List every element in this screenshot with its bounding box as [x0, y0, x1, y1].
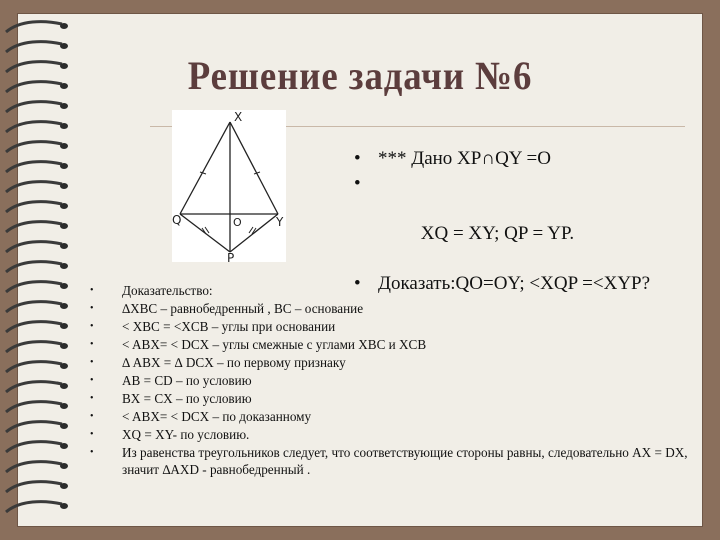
- spiral-ring: [6, 422, 62, 432]
- bullet: •: [90, 429, 94, 440]
- proof-text: < XBC = <XCB – углы при основании: [122, 319, 336, 334]
- proof-item: [90, 408, 690, 426]
- binding-hole: [60, 263, 68, 269]
- spiral-ring: [6, 462, 62, 472]
- spiral-ring: [6, 302, 62, 312]
- proof-text: < ABX= < DCX – углы смежные с углами XBC и XCB: [122, 337, 427, 352]
- spiral-ring: [6, 162, 62, 172]
- spiral-ring: [6, 222, 62, 232]
- geometry-diagram: [172, 110, 286, 262]
- given-text: Доказать:QO=OY; <XQP =<XYP?: [378, 273, 651, 294]
- proof-text: XQ = XY- по условию.: [122, 427, 250, 442]
- spiral-ring: [6, 362, 62, 372]
- bullet: •: [354, 273, 361, 294]
- binding-hole: [60, 183, 68, 189]
- bullet: •: [90, 411, 94, 422]
- proof-item: [90, 444, 690, 478]
- proof-item: [90, 318, 690, 336]
- spiral-ring: [6, 442, 62, 452]
- spiral-ring: [6, 102, 62, 112]
- binding-hole: [60, 443, 68, 449]
- binding-hole: [60, 143, 68, 149]
- given-item: [350, 171, 700, 271]
- spiral-ring: [6, 482, 62, 492]
- spiral-ring: [6, 402, 62, 412]
- bullet: •: [90, 357, 94, 368]
- spiral-ring: [6, 182, 62, 192]
- bullet: •: [354, 173, 361, 194]
- spiral-ring: [6, 122, 62, 132]
- given-text: *** Дано XP∩QY =O: [378, 148, 551, 169]
- binding-hole: [60, 303, 68, 309]
- bullet: •: [90, 447, 94, 458]
- binding-hole: [60, 283, 68, 289]
- bullet: •: [90, 321, 94, 332]
- binding-hole: [60, 383, 68, 389]
- label-o: O: [233, 216, 242, 229]
- bullet: •: [354, 148, 361, 169]
- label-x: X: [234, 110, 243, 124]
- spiral-ring: [6, 242, 62, 252]
- proof-item: [90, 426, 690, 444]
- slide-title: Решение задачи №6: [187, 53, 533, 98]
- proof-item: [90, 300, 690, 318]
- proof-text: BX = CX – по условию: [122, 391, 252, 406]
- bullet: •: [90, 303, 94, 314]
- proof-text: < ABX= < DCX – по доказанному: [122, 409, 312, 424]
- proof-text: ∆ ABX = ∆ DCX – по первому признаку: [122, 355, 346, 370]
- bullet: •: [90, 375, 94, 386]
- binding-hole: [60, 103, 68, 109]
- binding-hole: [60, 503, 68, 509]
- proof-text: Доказательство:: [122, 283, 213, 298]
- spiral-ring: [6, 22, 62, 32]
- spiral-ring: [6, 262, 62, 272]
- proof-text: Из равенства треугольников следует, что соответствующие стороны равны, следовательно AX = DX, значит ∆AXD - равнобедренный .: [122, 445, 688, 477]
- spiral-ring: [6, 142, 62, 152]
- binding-hole: [60, 123, 68, 129]
- binding-hole: [60, 23, 68, 29]
- binding-hole: [60, 243, 68, 249]
- spiral-ring: [6, 42, 62, 52]
- binding-hole: [60, 203, 68, 209]
- binding-hole: [60, 403, 68, 409]
- proof-text: ∆XBC – равнобедренный , BC – основание: [122, 301, 364, 316]
- bullet: •: [90, 393, 94, 404]
- spiral-ring: [6, 282, 62, 292]
- spiral-ring: [6, 202, 62, 212]
- binding-hole: [60, 43, 68, 49]
- binding-hole: [60, 163, 68, 169]
- binding-hole: [60, 323, 68, 329]
- binding-hole: [60, 463, 68, 469]
- binding-hole: [60, 343, 68, 349]
- proof-item: [90, 336, 690, 354]
- spiral-ring: [6, 502, 62, 512]
- spiral-ring: [6, 342, 62, 352]
- label-p: P: [227, 251, 235, 262]
- proof-text: AB = CD – по условию: [122, 373, 252, 388]
- binding-hole: [60, 363, 68, 369]
- bullet: •: [90, 339, 94, 350]
- proof-item: [90, 390, 690, 408]
- proof-item: [90, 282, 690, 300]
- bullet: •: [90, 285, 94, 296]
- spiral-ring: [6, 382, 62, 392]
- proof-list: [90, 282, 690, 478]
- spiral-ring: [6, 322, 62, 332]
- given-list: [350, 146, 700, 296]
- label-y: Y: [276, 215, 284, 229]
- given-item: [350, 146, 700, 171]
- binding-hole: [60, 483, 68, 489]
- proof-item: [90, 354, 690, 372]
- binding-hole: [60, 223, 68, 229]
- label-q: Q: [172, 213, 182, 227]
- proof-item: [90, 372, 690, 390]
- given-text: XQ = XY; QP = YP.: [397, 223, 575, 244]
- binding-hole: [60, 423, 68, 429]
